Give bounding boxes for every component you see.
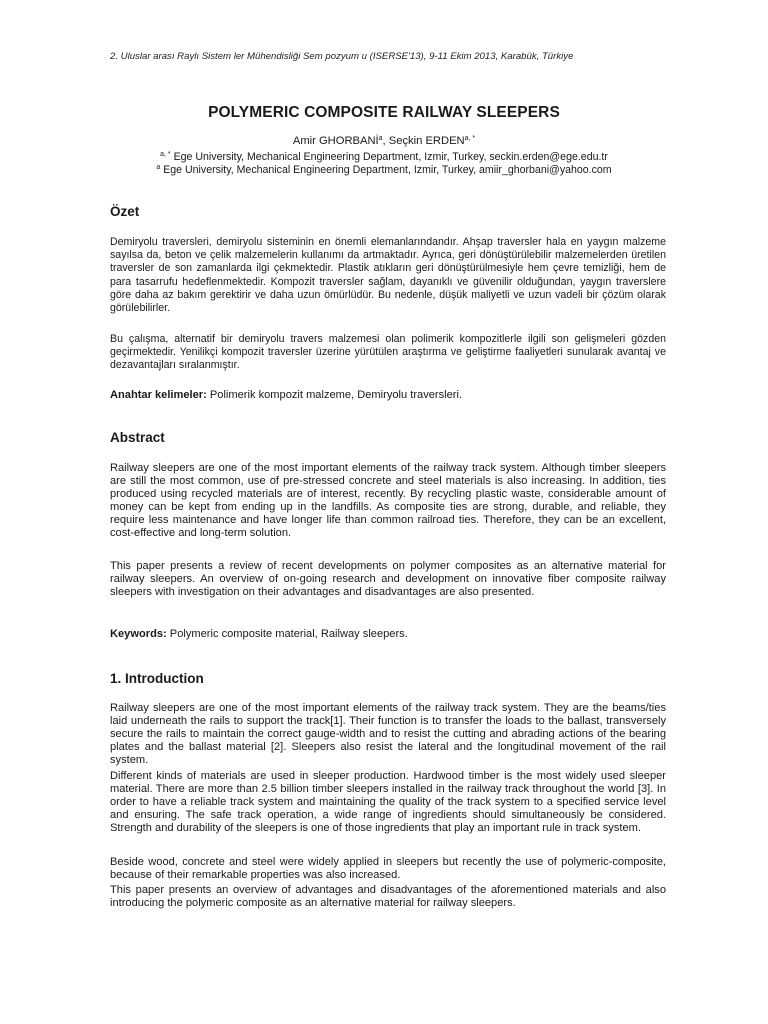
keywords-label: Keywords: [110,628,167,640]
affiliation-superscript: a, * [160,151,171,158]
abstract-paragraph: Railway sleepers are one of the most important elements of the railway track system. Although timber sleepers are still the most common, use of pre-stressed concrete and steel materials is also increasing. In addition, ties produced using recycled materials are of interest, recently. By recycling plastic waste, considerable amount of money can be kept from ending up in the landfills. As composite ties are strong, durable, and reliable, they require less maintenance and have longer life than common railroad ties. Therefore, they can be an excellent, cost-effective and long-term solution. [110,462,666,540]
introduction-heading: 1. Introduction [110,671,204,686]
ozet-keywords [110,389,462,401]
affiliation-text: Ege University, Mechanical Engineering Department, Izmir, Turkey, seckin.erden@ege.edu.tr [173,151,608,163]
author-line [0,135,768,147]
author-name: Amir GHORBANİ [292,135,379,147]
ozet-heading: Özet [110,204,140,219]
ozet-paragraph: Demiryolu traversleri, demiryolu sisteminin en önemli elemanlarındandır. Ahşap traversler hala en yaygın malzeme sayılsa da, beton ve çelik malzemelerin kullanımı da artmaktadır. Ayrıca, geri dönüştürülebilir malzemelerden üretilen traversler de son zamanlarda ilgi çekmektedir. Plastik atıkların geri dönüştürülmesiyle hem çevre temizliği, hem de para tasarrufu hedeflenmektedir. Kompozit traversler sağlam, dayanıklı ve güvenilir olduğundan, yaygın traverslere göre daha az bakım gerektirir ve daha uzun ömürlüdür. Bu nedenle, düşük maliyetli ve uzun vadeli bir çözüm olarak görülebilirler. [110,236,666,315]
keywords-text: Polimerik kompozit malzeme, Demiryolu traversleri. [206,389,463,401]
author-superscript: a, * [464,135,476,142]
conference-header: 2. Uluslar arası Raylı Sistem ler Mühendisliği Sem pozyum u (ISERSE'13), 9-11 Ekim 2013, Karabük, Türkiye [110,51,574,62]
affiliation-superscript: a [156,164,161,171]
abstract-keywords [110,628,408,640]
ozet-paragraph: Bu çalışma, alternatif bir demiryolu travers malzemesi olan polimerik kompozitlerle ilgili son gelişmeleri gözden geçirmektedir. Yenilikçi kompozit traversler üzerine yürütülen araştırma ve geliştirme faaliyetleri sunularak avantaj ve dezavantajları sıralanmıştır. [110,333,666,372]
affiliation-line [0,164,768,176]
author-superscript: a [378,135,383,142]
affiliation-text: Ege University, Mechanical Engineering Department, Izmir, Turkey, amiir_ghorbani@yahoo.com [163,164,612,176]
keywords-text: Polymeric composite material, Railway sleepers. [166,628,408,640]
abstract-paragraph: This paper presents a review of recent developments on polymer composites as an alternative material for railway sleepers. An overview of on-going research and development on innovative fiber composite railway sleepers with investigation on their advantages and disadvantages are also presented. [110,560,666,599]
introduction-paragraph: Beside wood, concrete and steel were widely applied in sleepers but recently the use of polymeric-composite, because of their remarkable properties was also increased. [110,856,666,882]
author-name: , Seçkin ERDEN [382,135,465,147]
keywords-label: Anahtar kelimeler: [110,389,207,401]
paper-title: POLYMERIC COMPOSITE RAILWAY SLEEPERS [208,104,560,121]
introduction-paragraph: This paper presents an overview of advantages and disadvantages of the aforementioned materials and also introducing the polymeric composite as an alternative material for railway sleepers. [110,884,666,910]
affiliation-line [0,151,768,163]
abstract-heading: Abstract [110,430,165,445]
introduction-paragraph: Different kinds of materials are used in sleeper production. Hardwood timber is the most widely used sleeper material. There are more than 2.5 billion timber sleepers installed in the railway track throughout the world [3]. In order to have a reliable track system and maintaining the quality of the track system to a specified service level and ensuring. The safe track operation, a wide range of ingredients should simultaneously be considered. Strength and durability of the sleepers is one of those ingredients that play an important rule in track system. [110,770,666,835]
introduction-paragraph: Railway sleepers are one of the most important elements of the railway track system. They are the beams/ties laid underneath the rails to support the track[1]. Their function is to transfer the loads to the ballast, transversely secure the rails to maintain the correct gauge-width and to resist the cutting and abrading actions of the bearing plates and the ballast material [2]. Sleepers also resist the lateral and the longitudinal movement of the rail system. [110,702,666,767]
